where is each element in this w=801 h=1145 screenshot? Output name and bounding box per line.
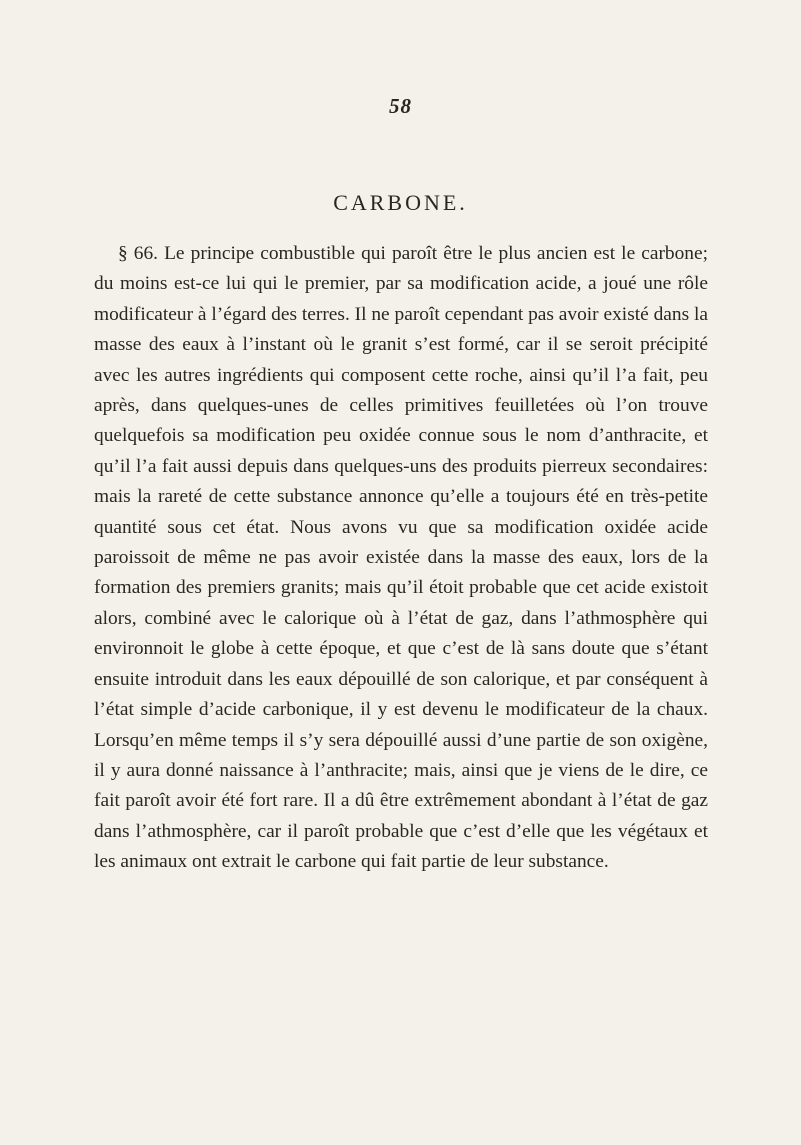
chapter-title: CARBONE. (333, 190, 468, 215)
page-number: 58 (389, 94, 412, 118)
body-paragraph: § 66. Le principe combustible qui paroît être le plus ancien est le carbone; du moins est-ce lui qui le premier, par sa modification acide, a joué une rôle modificateur à l’égard des terres. Il ne paroît cependant pas avoir existé dans la masse des eaux à l’instant où le granit s’est formé, car il se seroit précipité avec les autres ingrédients qui composent cette roche, ainsi qu’il l’a fait, peu après, dans quelques-unes de celles primitives feuilletées où l’on trouve quelquefois sa modification peu oxidée connue sous le nom d’anthracite, et qu’il l’a fait aussi depuis dans quelques-uns des produits pierreux secondaires: mais la rareté de cette substance annonce qu’elle a toujours été en très-petite quantité sous cet état. Nous avons vu que sa modification oxidée acide paroissoit de même ne pas avoir existée dans la masse des eaux, lors de la formation des premiers granits; mais qu’il étoit probable que cet acide existoit alors, combiné avec le calorique où à l’état de gaz, dans l’athmosphère qui environnoit le globe à cette époque, et que c’est de là sans doute que s’étant ensuite introduit dans les eaux dépouillé de son calorique, et par conséquent à l’état simple d’acide carbonique, il y est devenu le modificateur de la chaux. Lorsqu’en même temps il s’y sera dépouillé aussi d’une partie de son oxigène, il y aura donné naissance à l’anthracite; mais, ainsi que je viens de le dire, ce fait paroît avoir été fort rare. Il a dû être extrêmement abondant à l’état de gaz dans l’athmosphère, car il paroît probable que c’est d’elle que les végétaux et les animaux ont extrait le carbone qui fait partie de leur substance. (94, 243, 708, 873)
